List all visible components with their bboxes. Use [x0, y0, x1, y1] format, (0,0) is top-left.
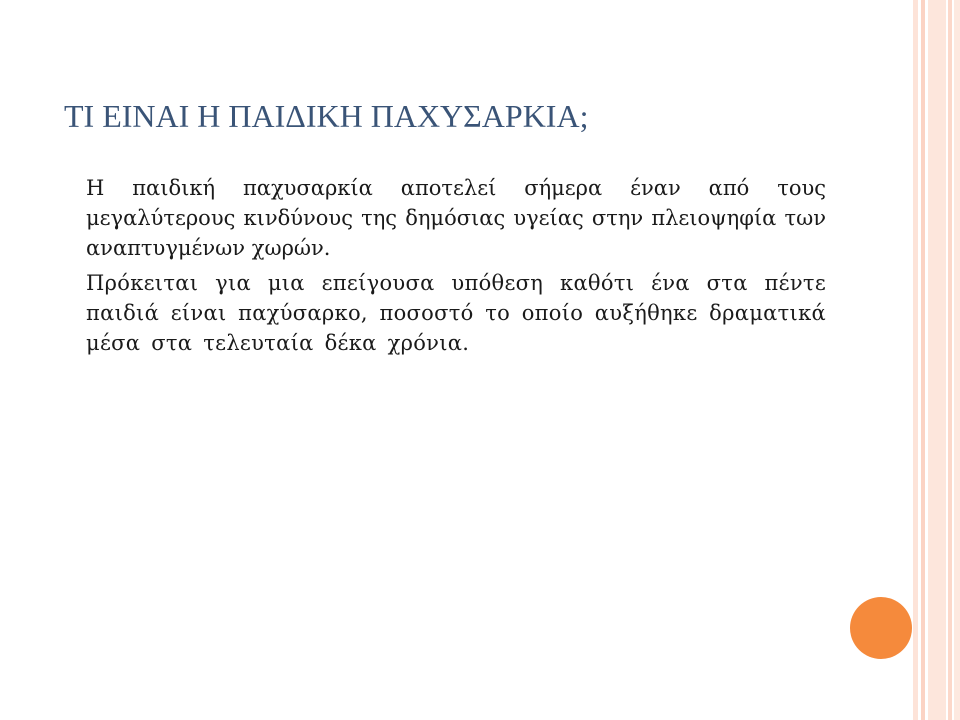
accent-circle — [850, 597, 912, 659]
body-paragraph: Πρόκειται για μια επείγουσα υπόθεση καθότι ένα στα πέντε παιδιά είναι παχύσαρκο, ποσοστό το οποίο αυξήθηκε δραματικά μέσα στα τελευταία δέκα χρόνια. — [86, 271, 826, 355]
decorative-stripe — [928, 0, 946, 720]
slide-title: ΤΙ ΕΙΝΑΙ Η ΠΑΙΔΙΚΗ ΠΑΧΥΣΑΡΚΙΑ; — [64, 98, 589, 134]
decorative-stripe — [913, 0, 918, 720]
decorative-stripe — [948, 0, 952, 720]
slide-body — [86, 173, 826, 363]
body-paragraph: Η παιδική παχυσαρκία αποτελεί σήμερα έναν από τους μεγαλύτερους κινδύνους της δημόσιας υγείας στην πλειοψηφία των αναπτυγμένων χωρών. — [86, 176, 826, 260]
decorative-stripe — [921, 0, 925, 720]
decorative-stripe — [954, 0, 960, 720]
